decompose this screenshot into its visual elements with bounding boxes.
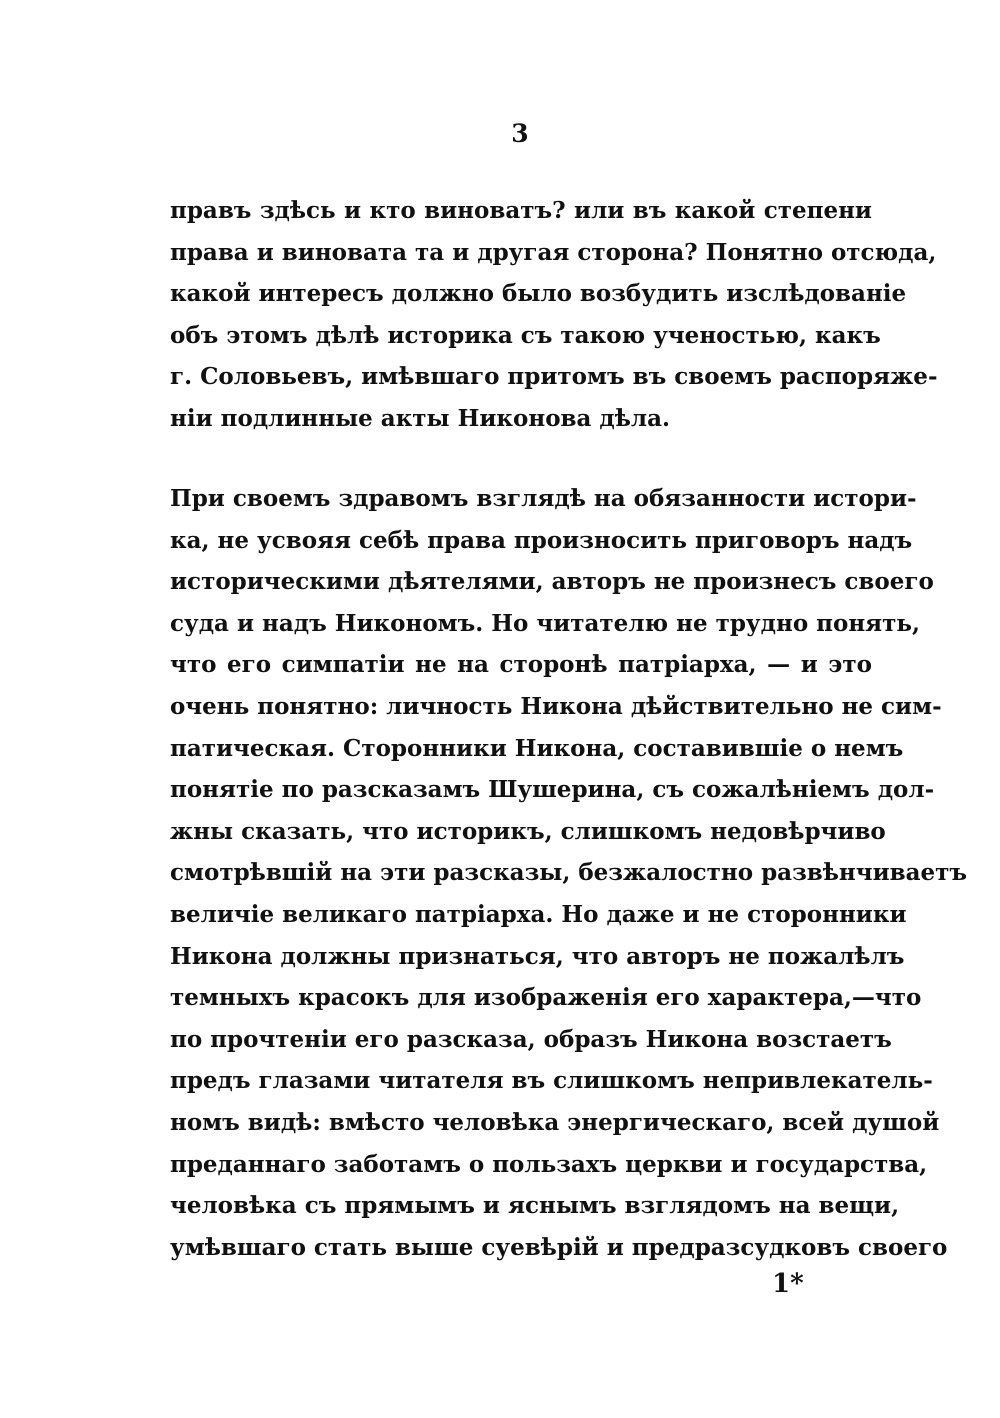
- text-line: Никона должны признаться, что авторъ не пожалѣлъ: [170, 942, 905, 970]
- text-line: предъ глазами читателя въ слишкомъ непривлекатель-: [170, 1067, 933, 1095]
- text-line: величіе великаго патріарха. Но даже и не сторонники: [170, 900, 907, 928]
- paragraph-1: [170, 190, 938, 440]
- text-line: по прочтеніи его разсказа, образъ Никона возстаетъ: [170, 1025, 892, 1053]
- text-line: г. Соловьевъ, имѣвшаго притомъ въ своемъ распоряже-: [170, 363, 938, 391]
- text-line: понятіе по разсказамъ Шушерина, съ сожалѣніемъ дол-: [170, 776, 935, 804]
- text-line: При своемъ здравомъ взглядѣ на обязанности истори-: [170, 485, 917, 512]
- text-line: преданнаго заботамъ о пользахъ церкви и государства,: [170, 1150, 928, 1178]
- text-line: суда и надъ Никономъ. Но читателю не трудно понять,: [170, 609, 921, 637]
- text-line: историческими дѣятелями, авторъ не произнесъ своего: [170, 568, 934, 596]
- text-line: жны сказать, что историкъ, слишкомъ недовѣрчиво: [170, 817, 886, 845]
- text-line: смотрѣвшій на эти разсказы, безжалостно развѣнчиваетъ: [170, 859, 968, 887]
- signature-mark: 1*: [772, 1269, 804, 1299]
- text-line: человѣка съ прямымъ и яснымъ взглядомъ на вещи,: [170, 1192, 900, 1220]
- text-line: права и виновата та и другая сторона? Понятно отсюда,: [170, 238, 937, 266]
- text-line: темныхъ красокъ для изображенія его характера,—что: [170, 984, 922, 1012]
- text-line: очень понятно: личность Никона дѣйствительно не сим-: [170, 692, 942, 720]
- text-line: какой интересъ должно было возбудить изслѣдованіе: [170, 280, 907, 308]
- text-line: ка, не усвояя себѣ права произносить приговоръ надъ: [170, 526, 913, 554]
- text-line: объ этомъ дѣлѣ историка съ такою ученостью, какъ: [170, 321, 881, 349]
- text-line: номъ видѣ: вмѣсто человѣка энергическаго, всей душой: [170, 1108, 940, 1136]
- text-line: патическая. Сторонники Никона, составившіе о немъ: [170, 734, 904, 762]
- text-line: что его симпатіи не на сторонѣ патріарха, — и это: [170, 651, 872, 679]
- text-line: правъ здѣсь и кто виноватъ? или въ какой степени: [170, 197, 872, 224]
- text-line: ніи подлинные акты Никонова дѣла.: [170, 404, 671, 432]
- page-number: 3: [511, 119, 529, 148]
- text-line: умѣвшаго стать выше суевѣрій и предразсудковъ своего: [170, 1233, 948, 1261]
- paragraph-2: [170, 478, 968, 1268]
